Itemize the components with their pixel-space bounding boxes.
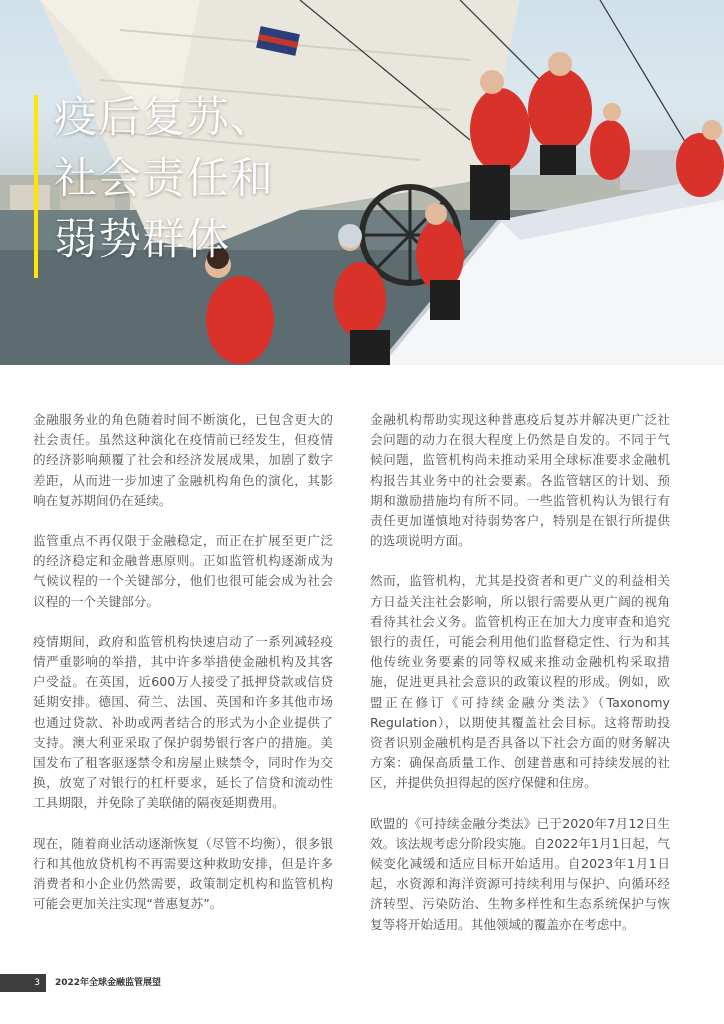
body-paragraph: 金融机构帮助实现这种普惠疫后复苏并解决更广泛社会问题的动力在很大程度上仍然是自发的。不同于气候问题，监管机构尚未推动采用全球标准要求金融机构报告其业务中的社会要素。各监管辖区的计划、预期和激励措施均有所不同。一些监管机构认为银行有责任更加谨慎地对待弱势客户，特别是在银行所提供的选项说明方面。	[370, 412, 670, 549]
right-column	[370, 410, 670, 955]
title-line: 疫后复苏、	[54, 93, 274, 143]
hero-image	[0, 0, 724, 365]
body-paragraph: 疫情期间，政府和监管机构快速启动了一系列减轻疫情严重影响的举措，其中许多举措使金融机构及其客户受益。在英国，近600万人接受了抵押贷款或信贷延期安排。德国、荷兰、法国、英国和许多其他市场也通过贷款、补助或两者结合的形式为小企业提供了支持。澳大利亚采取了保护弱势银行客户的措施。美国发布了租客驱逐禁令和房屋止赎禁令，同时作为交换，放宽了对银行的杠杆要求，延长了信贷和流动性工具期限，并免除了美联储的隔夜延期费用。	[33, 633, 333, 811]
page-footer	[0, 974, 724, 992]
body-paragraph: 现在，随着商业活动逐渐恢复（尽管不均衡），很多银行和其他放贷机构不再需要这种救助安排，但是许多消费者和小企业仍然需要，政策制定机构和监管机构可能会更加关注实现“普惠复苏”。	[33, 835, 333, 912]
body-paragraph: 欧盟的《可持续金融分类法》已于2020年7月12日生效。该法规考虑分阶段实施。自2022年1月1日起，气候变化减缓和适应目标开始适用。自2023年1月1日起，水资源和海洋资源可持续利用与保护、向循环经济转型、污染防治、生物多样性和生态系统保护与恢复等将开始适用。其他领域的覆盖亦在考虑中。	[370, 815, 670, 932]
left-column	[33, 410, 333, 934]
body-paragraph: 然而，监管机构，尤其是投资者和更广义的利益相关方日益关注社会影响，所以银行需要从更广阔的视角看待其社会义务。监管机构正在加大力度审查和追究银行的责任，可能会利用他们监督稳定性、行为和其他传统业务要素的同等权威来推动金融机构采取措施，促进更具社会意识的政策议程的形成。例如，欧盟正在修订《可持续金融分类法》（Taxonomy Regulation），以期使其覆盖社会目标。这将帮助投资者识别金融机构是否具备以下社会方面的财务解决方案：确保高质量工作、创建普惠和可持续发展的社区，并提供负担得起的医疗保健和住房。	[370, 573, 670, 791]
body-paragraph: 金融服务业的角色随着时间不断演化，已包含更大的社会责任。虽然这种演化在疫情前已经发生，但疫情的经济影响颠覆了社会和经济发展成果，加剧了数字差距，从而进一步加速了金融机构角色的演化，其影响在复苏期间仍在延续。	[33, 412, 333, 508]
title-accent-bar	[34, 95, 38, 278]
title-line: 弱势群体	[54, 215, 230, 265]
title-line: 社会责任和	[54, 154, 274, 204]
body-paragraph: 监管重点不再仅限于金融稳定，而正在扩展至更广泛的经济稳定和金融普惠原则。正如监管机构逐渐成为气候议程的一个关键部分，他们也很可能会成为社会议程的一个关键部分。	[33, 533, 333, 609]
page-number: 3	[0, 974, 46, 992]
footer-title: 2022年全球金融监管展望	[55, 978, 162, 988]
page-title	[54, 88, 314, 271]
